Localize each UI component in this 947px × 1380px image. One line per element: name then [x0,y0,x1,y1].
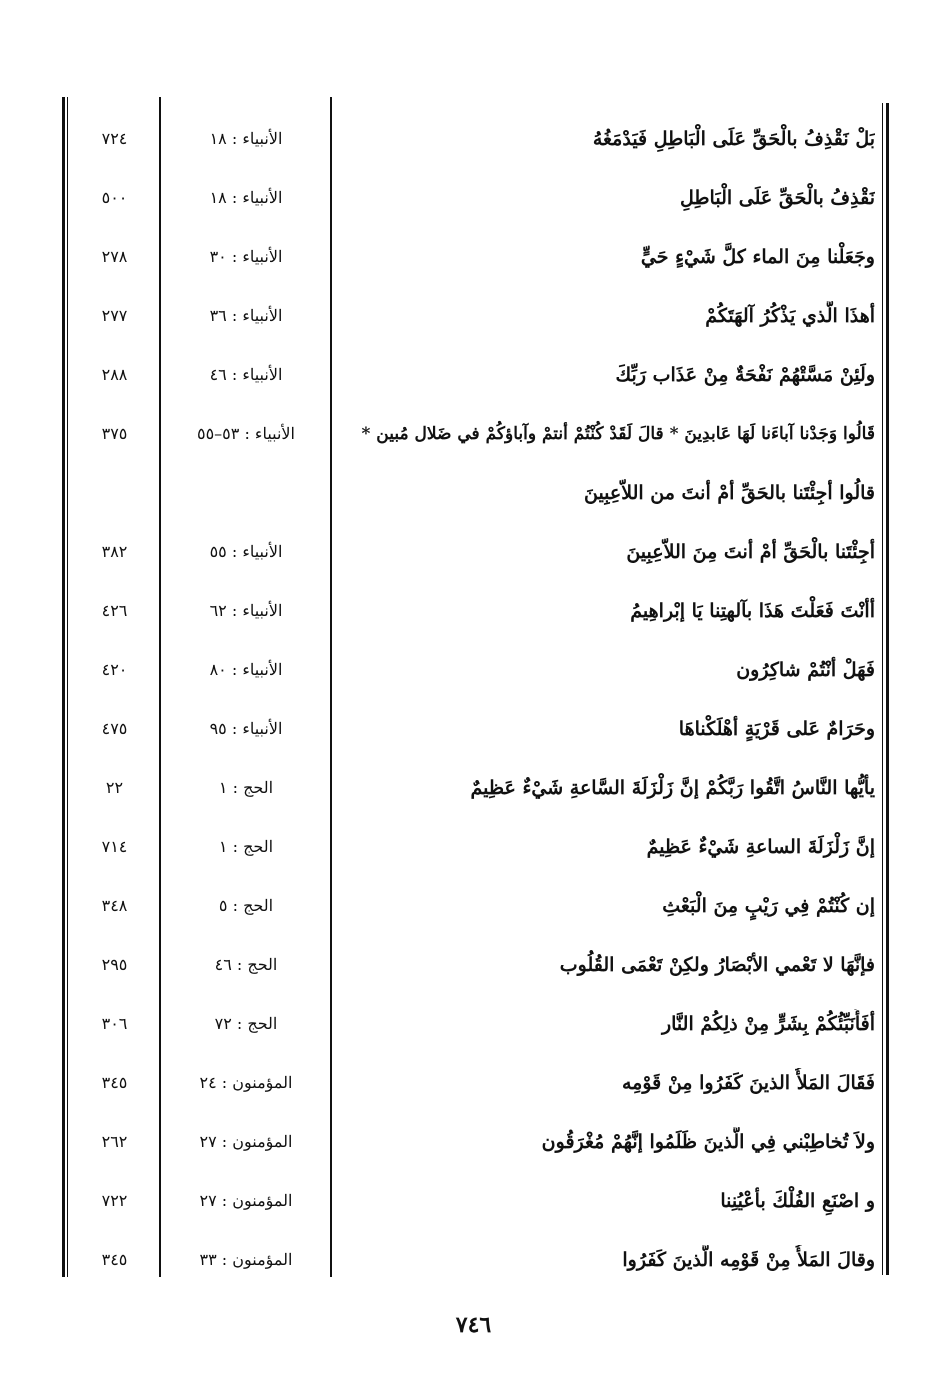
verse-text: نَقْذِفُ بالْحَقِّ عَلَى الْبَاطِلِ [680,187,875,209]
surah-reference: المؤمنون : ٣٣ [199,1250,293,1269]
surah-reference: الحج : ١ [218,778,274,797]
page-number: ٧٤٦ [455,1312,492,1338]
page-reference: ٢٩٥ [101,955,128,974]
page-reference: ٣٤٨ [101,896,128,915]
table-row [0,169,947,228]
table-row [0,523,947,582]
verse-text: أفَأُنَبِّئُكُمْ بِشَرٍّ مِنْ ذلِكُمْ النَّار [661,1013,875,1035]
table-row [0,759,947,818]
surah-reference: الأنبياء : ٤٦ [209,365,283,384]
verse-text: قَالُوا وَجَدْنا آباءَنا لَهَا عَابدِينَ * قالَ لَقَدْ كُنْتُمْ أنتمْ وآباؤكُمْ في ضَلال مُبين * [361,424,875,444]
page-reference: ٧١٤ [101,837,128,856]
surah-reference: الأنبياء : ٦٢ [209,601,283,620]
verse-text: إنَّ زَلْزَلَةَ الساعةِ شَيْءٌ عَظِيمٌ [646,836,875,858]
table-row [0,1054,947,1113]
verse-text: أأنْتَ فَعَلْتَ هَذَا بآلهتِنا يَا إبْراهِيمُ [630,600,875,622]
table-row [0,582,947,641]
page-reference: ٧٢٤ [101,129,128,148]
page-reference: ٢٢ [105,778,124,797]
page-reference: ٢٧٧ [101,306,128,325]
page-reference: ٢٨٨ [101,365,128,384]
surah-reference: الحج : ٥ [218,896,274,915]
surah-reference: المؤمنون : ٢٤ [199,1073,293,1092]
verse-text: وجَعَلْنا مِنَ الماء كلَّ شَيْءٍ حَيٍّ [640,246,875,268]
surah-reference: الأنبياء : ١٨ [209,129,283,148]
surah-reference: الأنبياء : ١٨ [209,188,283,207]
table-row [0,700,947,759]
verse-text: يأيُّها النَّاسُ اتَّقُوا رَبَّكُمْ إنَّ زَلْزَلَةَ السَّاعةِ شَيْءٌ عَظِيمٌ [470,777,875,799]
page-reference: ٤٢٦ [101,601,128,620]
page-reference: ٣٤٥ [101,1250,128,1269]
page-reference: ٢٦٢ [101,1132,128,1151]
table-row [0,877,947,936]
verse-text: و اصْنَعِ الفُلْكَ بأعْيُنِنا [720,1190,875,1212]
table-row [0,464,947,523]
surah-reference: المؤمنون : ٢٧ [199,1132,293,1151]
page-reference: ٤٧٥ [101,719,128,738]
table-row [0,1172,947,1231]
page-reference: ٣٨٢ [101,542,128,561]
surah-reference: الأنبياء : ٨٠ [209,660,283,679]
page-reference: ٧٢٢ [101,1191,128,1210]
surah-reference: الأنبياء : ٣٦ [209,306,283,325]
table-row [0,110,947,169]
table-row [0,995,947,1054]
verse-text: أجِئْتَنا بالْحَقِّ أمْ أنتَ مِنَ اللاّعِبِينَ [626,541,875,563]
table-row [0,405,947,464]
verse-text: أهذَا الَّذي يَذْكُرُ آلهَتَكُمْ [705,305,875,327]
table-row [0,641,947,700]
table-row [0,936,947,995]
index-table [0,110,947,1290]
surah-reference: الأنبياء : ٥٣–٥٥ [196,424,295,443]
verse-text: وحَرَامٌ عَلى قَرْيَةٍ أهْلَكْناهَا [678,718,875,740]
verse-text: فَقَالَ المَلأُ الذينَ كَفَرُوا مِنْ قَوْمِه [621,1072,875,1094]
verse-text: فإنَّهَا لا تَعْمي الأبْصَارُ ولكِنْ تَعْمَى القُلُوب [559,954,875,976]
surah-reference: الحج : ٧٢ [214,1014,278,1033]
verse-text: وقالَ المَلأُ مِنْ قَوْمِه الَّذينَ كَفَرُوا [622,1249,875,1271]
table-row [0,346,947,405]
surah-reference: الأنبياء : ٣٠ [209,247,283,266]
verse-text: إن كُنْتُمْ فِي رَيْبٍ مِنَ الْبَعْثِ [662,895,875,917]
surah-reference: الحج : ٤٦ [214,955,278,974]
table-row [0,287,947,346]
verse-text: قالُوا أجِئْتَنا بالحَقِّ أمْ أنتَ من اللاّعِبِينَ [583,482,875,504]
verse-text: ولاَ تُخاطِبْني فِي الَّذينَ ظَلَمُوا إنَّهُمْ مُغْرَقُون [541,1131,875,1153]
table-row [0,1231,947,1290]
page-reference: ٢٧٨ [101,247,128,266]
surah-reference: المؤمنون : ٢٧ [199,1191,293,1210]
page-reference: ٣٧٥ [101,424,128,443]
page-reference: ٤٢٠ [101,660,128,679]
table-row [0,818,947,877]
page-reference: ٣٠٦ [101,1014,128,1033]
table-row [0,1113,947,1172]
page-reference: ٣٤٥ [101,1073,128,1092]
verse-text: فَهَلْ أنْتُمْ شاكِرُون [736,659,875,681]
surah-reference: الأنبياء : ٥٥ [209,542,283,561]
surah-reference: الأنبياء : ٩٥ [209,719,283,738]
surah-reference: الحج : ١ [218,837,274,856]
verse-text: بَلْ نَقْذِفُ بالْحَقِّ عَلَى الْبَاطِلِ فَيَدْمَغُهُ [592,128,875,150]
page-reference: ٥٠٠ [101,188,128,207]
table-row [0,228,947,287]
verse-text: ولَئِنْ مَسَّتْهُمْ نَفْحَةٌ مِنْ عَذَاب رَبِّكَ [615,364,875,386]
